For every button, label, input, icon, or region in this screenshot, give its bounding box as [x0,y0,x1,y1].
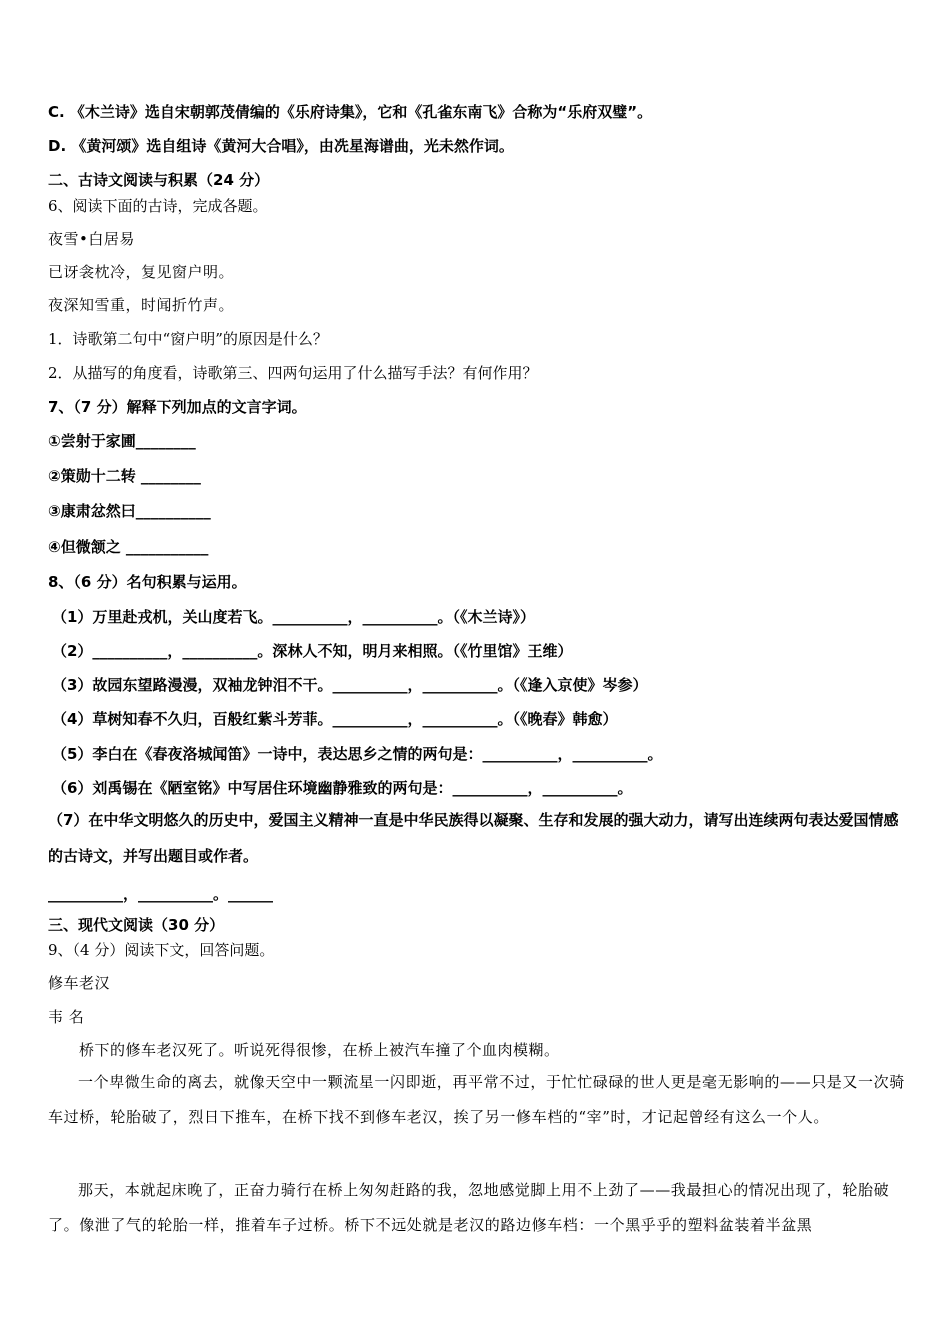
question-6-1: 1．诗歌第二句中“窗户明”的原因是什么？ [48,330,328,348]
section-3-heading: 三、现代文阅读（30 分） [48,916,225,934]
question-8-item-3: （3）故园东望路漫漫，双袖龙钟泪不干。__________，__________。（《逢入京使》岑参） [52,676,648,694]
story-author: 韦 名 [48,1008,85,1026]
poem-line-1: 已讶衾枕冷，复见窗户明。 [48,263,235,281]
story-paragraph-1: 桥下的修车老汉死了。听说死得很惨，在桥上被汽车撞了个血肉模糊。 [79,1041,560,1059]
story-title: 修车老汉 [48,974,111,992]
poem-line-2: 夜深知雪重，时闻折竹声。 [48,296,235,314]
question-8-item-5: （5）李白在《春夜洛城闻笛》一诗中，表达思乡之情的两句是：__________，__________。 [52,745,663,763]
question-6-2: 2．从描写的角度看，诗歌第三、四两句运用了什么描写手法？有何作用？ [48,364,538,382]
question-6-prompt: 6、阅读下面的古诗，完成各题。 [48,197,268,215]
option-c: C. 《木兰诗》选自宋朝郭茂倩编的《乐府诗集》，它和《孔雀东南飞》合称为“乐府双璧”。 [48,103,653,121]
question-8-item-1: （1）万里赴戎机，关山度若飞。__________，__________。（《木兰诗》） [52,608,535,626]
question-8-item-2: （2）__________，__________。深林人不知，明月来相照。（《竹里馆》王维） [52,642,573,660]
question-8-item-4: （4）草树知春不久归，百般红紫斗芳菲。__________，__________。（《晚春》韩愈） [52,710,618,728]
question-7-item-3: ③康肃忿然曰__________ [48,502,211,520]
question-8-prompt: 8、（6 分）名句积累与运用。 [48,573,247,591]
story-paragraph-2: 一个卑微生命的离去，就像天空中一颗流星一闪即逝，再平常不过，于忙忙碌碌的世人更是毫无影响的——只是又一次骑车过桥，轮胎破了，烈日下推车，在桥下找不到修车老汉，挨了另一修车档的“宰”时，才记起曾经有这么一个人。 [48,1073,905,1126]
story-paragraph-3: 那天，本就起床晚了，正奋力骑行在桥上匆匆赶路的我，忽地感觉脚上用不上劲了——我最担心的情况出现了，轮胎破了。像泄了气的轮胎一样，推着车子过桥。桥下不远处就是老汉的路边修车档：一个黑乎乎的塑料盆装着半盆黑 [48,1181,890,1234]
poem-title: 夜雪•白居易 [48,230,135,248]
question-8-item-7-blanks: __________，__________。______ [48,885,274,903]
question-7-item-2: ②策勋十二转 ________ [48,467,201,485]
question-7-item-1: ①尝射于家圃________ [48,432,196,450]
option-d: D. 《黄河颂》选自组诗《黄河大合唱》，由冼星海谱曲，光未然作词。 [48,137,514,155]
question-7-prompt: 7、（7 分）解释下列加点的文言字词。 [48,398,307,416]
question-8-item-6: （6）刘禹锡在《陋室铭》中写居住环境幽静雅致的两句是：__________，__________。 [52,779,633,797]
question-8-item-7: （7）在中华文明悠久的历史中，爱国主义精神一直是中华民族得以凝聚、生存和发展的强大动力，请写出连续两句表达爱国情感的古诗文，并写出题目或作者。 [48,811,899,865]
question-7-item-4: ④但微颔之 ___________ [48,538,209,556]
section-2-heading: 二、古诗文阅读与积累（24 分） [48,171,270,189]
question-9-prompt: 9、（4 分）阅读下文，回答问题。 [48,941,275,959]
